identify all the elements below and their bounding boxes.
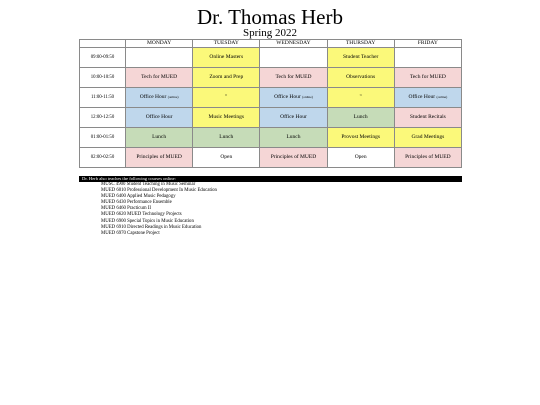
cell-label: Office Hour xyxy=(280,114,307,120)
table-row xyxy=(80,68,462,88)
day-header: TUESDAY xyxy=(193,40,260,48)
time-slot: 12:00-12:50 xyxy=(80,108,126,128)
cell-label: Office Hour xyxy=(139,94,167,100)
cell-note: (online) xyxy=(302,95,313,99)
cell-label: Lunch xyxy=(152,134,167,140)
schedule-cell xyxy=(394,128,461,148)
table-row xyxy=(80,88,462,108)
cell-label: Student Recitals xyxy=(409,114,446,120)
cell-label: Zoom and Prep xyxy=(209,74,244,80)
cell-label: Observations xyxy=(346,74,376,80)
cell-label: Principles of MUED xyxy=(270,154,317,160)
schedule-cell xyxy=(394,108,461,128)
schedule-cell xyxy=(260,108,327,128)
schedule-cell xyxy=(193,88,260,108)
page-subtitle: Spring 2022 xyxy=(242,27,298,39)
page-title: Dr. Thomas Herb xyxy=(196,5,343,29)
time-slot: 09:00-09:50 xyxy=(80,48,126,68)
time-slot: 02:00-02:50 xyxy=(80,148,126,168)
schedule-cell xyxy=(260,68,327,88)
table-row xyxy=(80,148,462,168)
list-item: MUSC 4900 Student Teaching in Music Seminar xyxy=(101,182,196,187)
table-row xyxy=(80,108,462,128)
cell-note: (online) xyxy=(436,95,448,99)
cell-label: " xyxy=(225,94,228,100)
cell-label: Tech for MUED xyxy=(141,74,178,80)
time-header xyxy=(80,40,126,48)
list-item: MUED 6400 Applied Music Pedagogy xyxy=(101,194,176,200)
schedule-cell xyxy=(260,148,327,168)
header-row xyxy=(80,40,462,48)
cell-note: (online) xyxy=(167,95,179,99)
list-item: MUED 6900 Special Topics in Music Education xyxy=(101,218,194,224)
schedule-cell xyxy=(394,148,461,168)
schedule-cell xyxy=(193,108,260,128)
schedule-cell xyxy=(327,108,394,128)
schedule-cell xyxy=(260,88,327,108)
list-item: MUED 6430 Performance Ensemble xyxy=(101,200,172,206)
cell-label: " xyxy=(359,94,362,100)
schedule-cell xyxy=(126,128,193,148)
list-item: MUED 6620 MUED Technology Projects xyxy=(101,212,182,218)
cell-label: Music Meetings xyxy=(208,114,245,120)
schedule-cell xyxy=(193,148,260,168)
schedule-cell xyxy=(327,68,394,88)
table-row xyxy=(80,128,462,148)
schedule-cell xyxy=(327,88,394,108)
list-item: MUED 6910 Directed Readings in Music Education xyxy=(101,224,202,230)
cell-label: Online Masters xyxy=(209,54,244,60)
schedule-table xyxy=(79,39,462,168)
cell-label: Office Hour xyxy=(274,94,301,100)
cell-label: Provost Meetings xyxy=(341,134,380,140)
cell-label: Open xyxy=(354,154,367,160)
time-slot: 11:00-11:50 xyxy=(80,88,126,108)
cell-label: Student Teacher xyxy=(342,54,379,60)
courses-note: Dr. Herb also teaches the following courses online: xyxy=(79,176,462,182)
cell-label: Tech for MUED xyxy=(409,74,446,80)
schedule-cell xyxy=(260,48,327,68)
cell-label: Lunch xyxy=(286,134,301,140)
day-header: FRIDAY xyxy=(394,40,461,48)
cell-label: Tech for MUED xyxy=(275,74,312,80)
cell-label: Lunch xyxy=(353,114,368,120)
cell-label: Office Hour xyxy=(145,114,173,120)
table-row xyxy=(80,48,462,68)
schedule-cell xyxy=(394,48,461,68)
day-header: THURSDAY xyxy=(327,40,394,48)
schedule-cell xyxy=(327,128,394,148)
course-list xyxy=(101,182,217,237)
schedule-cell xyxy=(394,68,461,88)
cell-label: Grad Meetings xyxy=(411,134,445,140)
cell-label: Office Hour xyxy=(408,94,436,100)
schedule-cell xyxy=(126,148,193,168)
schedule-cell xyxy=(394,88,461,108)
schedule-cell xyxy=(126,108,193,128)
schedule-cell xyxy=(327,148,394,168)
cell-label: Lunch xyxy=(219,134,234,140)
schedule-cell xyxy=(193,68,260,88)
list-item: MUED 6970 Capstone Project xyxy=(101,230,160,236)
day-header: MONDAY xyxy=(126,40,193,48)
schedule-cell xyxy=(193,128,260,148)
schedule-cell xyxy=(260,128,327,148)
cell-label: Principles of MUED xyxy=(136,154,182,160)
schedule-cell xyxy=(126,88,193,108)
time-slot: 10:00-10:50 xyxy=(80,68,126,88)
list-item: MUED 6010 Professional Development In Music Education xyxy=(101,188,217,194)
cell-label: Principles of MUED xyxy=(405,154,451,160)
schedule-body xyxy=(80,48,462,168)
list-item: MUED 6460 Practicum II xyxy=(101,206,151,212)
time-slot: 01:00-01:50 xyxy=(80,128,126,148)
schedule-cell xyxy=(126,48,193,68)
schedule-cell xyxy=(126,68,193,88)
cell-label: Open xyxy=(220,154,233,160)
schedule-cell xyxy=(193,48,260,68)
day-header: WEDNESDAY xyxy=(260,40,327,48)
schedule-cell xyxy=(327,48,394,68)
